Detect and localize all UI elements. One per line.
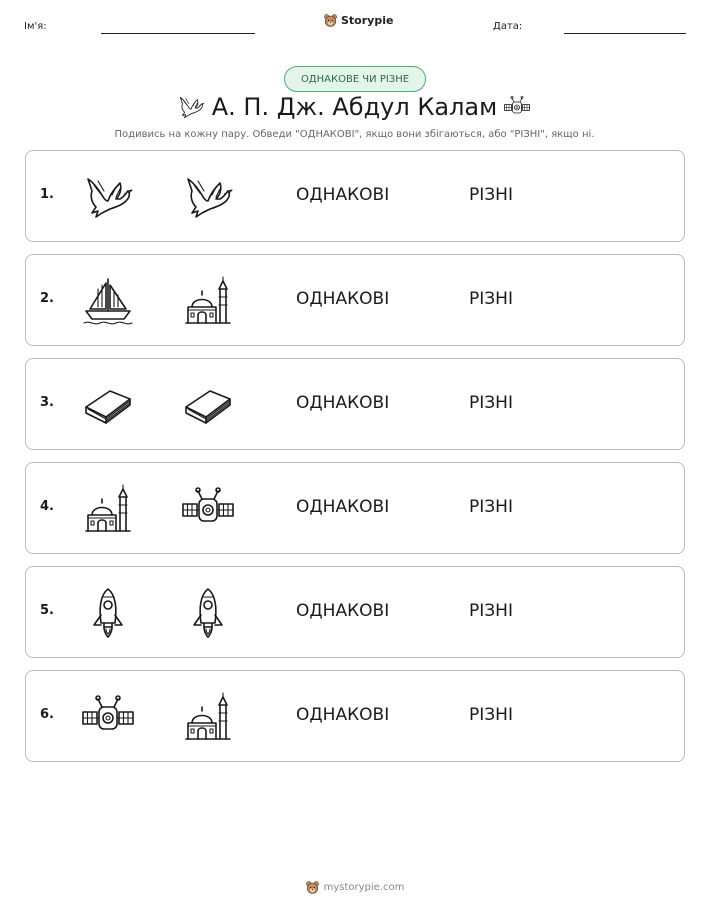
page-title: А. П. Дж. Абдул Калам <box>211 93 498 121</box>
option-same[interactable]: ОДНАКОВІ <box>296 705 390 725</box>
option-same[interactable]: ОДНАКОВІ <box>296 185 390 205</box>
option-different[interactable]: РІЗНІ <box>469 289 513 309</box>
bear-mascot-icon <box>323 13 338 28</box>
name-field-line[interactable] <box>101 33 255 34</box>
question-number: 4. <box>40 499 54 514</box>
satellite-icon <box>80 689 136 745</box>
question-number: 3. <box>40 395 54 410</box>
brand-name: Storypie <box>341 14 394 27</box>
rocket-icon <box>180 585 236 641</box>
question-row <box>25 358 685 450</box>
dove-icon <box>80 169 136 225</box>
option-different[interactable]: РІЗНІ <box>469 185 513 205</box>
question-number: 2. <box>40 291 54 306</box>
option-different[interactable]: РІЗНІ <box>469 601 513 621</box>
option-different[interactable]: РІЗНІ <box>469 705 513 725</box>
name-label: Ім'я: <box>24 21 47 32</box>
bear-mascot-icon <box>305 880 320 895</box>
instructions: Подивись на кожну пару. Обведи "ОДНАКОВІ", якщо вони збігаються, або "РІЗНІ", якщо ні. <box>114 129 595 140</box>
option-different[interactable]: РІЗНІ <box>469 393 513 413</box>
rocket-icon <box>80 585 136 641</box>
date-label: Дата: <box>493 21 523 32</box>
question-row <box>25 566 685 658</box>
option-same[interactable]: ОДНАКОВІ <box>296 497 390 517</box>
question-number: 1. <box>40 187 54 202</box>
book-icon <box>80 377 136 433</box>
question-row <box>25 670 685 762</box>
sailboat-icon <box>80 273 136 329</box>
dove-icon <box>180 169 236 225</box>
option-same[interactable]: ОДНАКОВІ <box>296 289 390 309</box>
satellite-icon <box>180 481 236 537</box>
question-row <box>25 150 685 242</box>
question-number: 6. <box>40 707 54 722</box>
date-field-line[interactable] <box>564 33 686 34</box>
mosque-icon <box>80 481 136 537</box>
question-row <box>25 462 685 554</box>
option-same[interactable]: ОДНАКОВІ <box>296 601 390 621</box>
footer-url[interactable]: mystorypie.com <box>323 882 405 893</box>
option-same[interactable]: ОДНАКОВІ <box>296 393 390 413</box>
option-different[interactable]: РІЗНІ <box>469 497 513 517</box>
activity-type-badge: ОДНАКОВЕ ЧИ РІЗНЕ <box>284 66 426 92</box>
mosque-icon <box>180 689 236 745</box>
question-row <box>25 254 685 346</box>
book-icon <box>180 377 236 433</box>
brand-logo <box>323 13 393 28</box>
satellite-icon <box>501 93 533 121</box>
footer <box>0 880 709 895</box>
mosque-icon <box>180 273 236 329</box>
question-number: 5. <box>40 603 54 618</box>
